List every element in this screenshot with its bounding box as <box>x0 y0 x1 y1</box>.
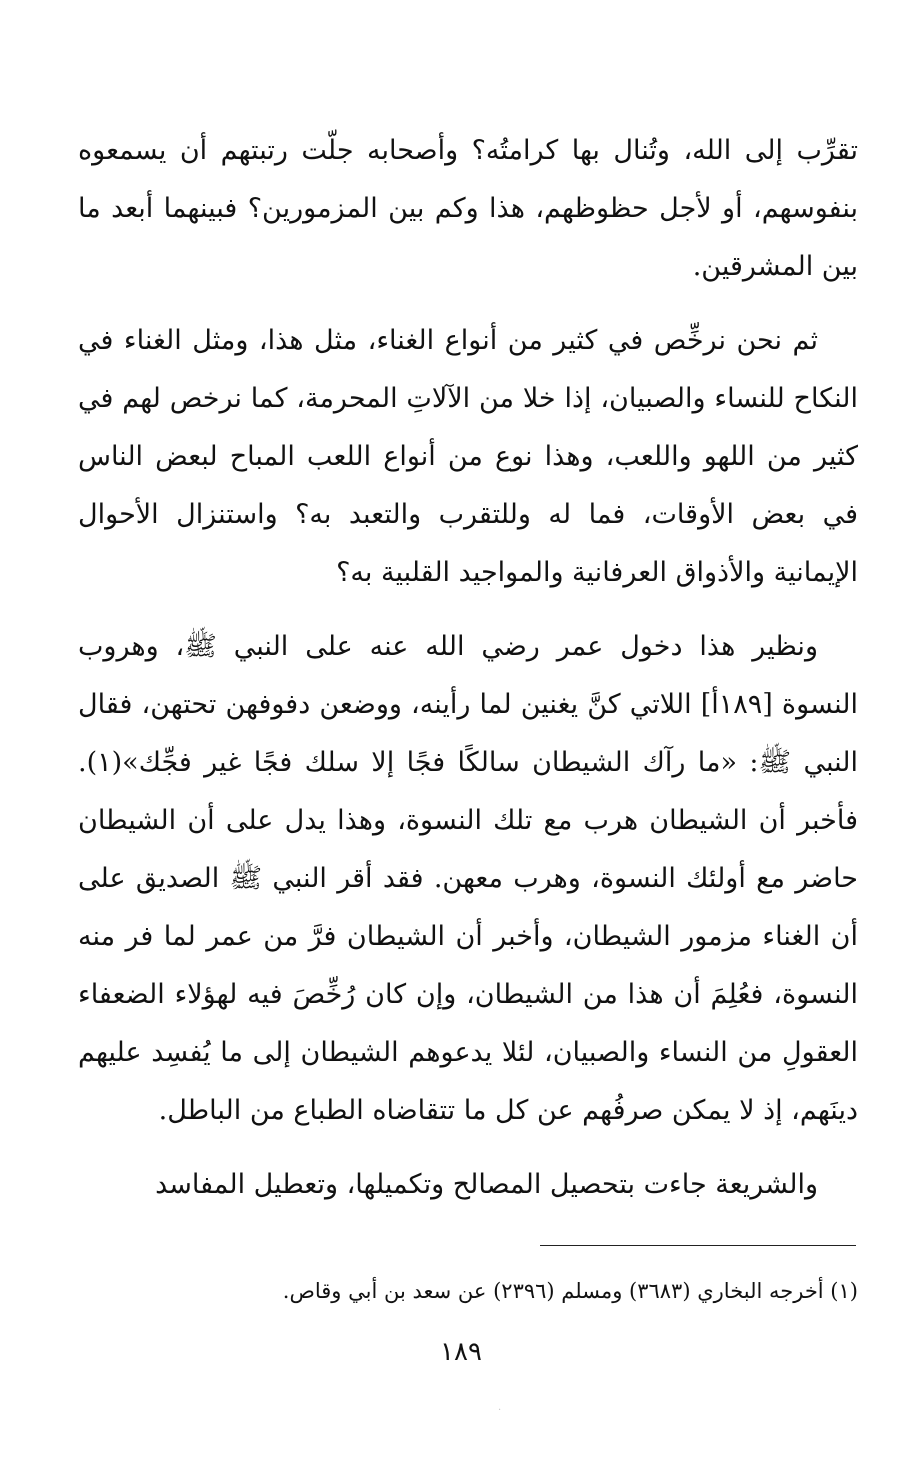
scan-speck: · <box>498 1405 502 1416</box>
paragraph-2: ثم نحن نرخِّص في كثير من أنواع الغناء، مثل هذا، ومثل الغناء في النكاح للنساء والصبيان، إذا خلا من الآلاتِ المحرمة، كما نرخص لهم في كثير من اللهو واللعب، وهذا نوع من أنواع اللعب المباح لبعض الناس في بعض الأوقات، فما له وللتقرب والتعبد به؟ واستنزال الأحوال الإيمانية والأذواق العرفانية والمواجيد القلبية به؟ <box>78 325 858 588</box>
paragraph-3: ونظير هذا دخول عمر رضي الله عنه على النبي ﷺ، وهروب النسوة [١٨٩أ] اللاتي كنَّ يغنين لما رأينه، ووضعن دفوفهن تحتهن، فقال النبي ﷺ: «ما رآك الشيطان سالكًا فجًا إلا سلك فجًا غير فجِّك»(١). فأخبر أن الشيطان هرب مع تلك النسوة، وهذا يدل على أن الشيطان حاضر مع أولئك النسوة، وهرب معهن. فقد أقر النبي ﷺ الصديق على أن الغناء مزمور الشيطان، وأخبر أن الشيطان فرَّ من عمر لما فر منه النسوة، فعُلِمَ أن هذا من الشيطان، وإن كان رُخِّصَ فيه لهؤلاء الضعفاء العقولِ من النساء والصبيان، لئلا يدعوهم الشيطان إلى ما يُفسِد عليهم دينَهم، إذ لا يمكن صرفُهم عن كل ما تتقاضاه الطباع من الباطل. <box>78 631 858 1126</box>
footnote: (١) أخرجه البخاري (٣٦٨٣) ومسلم (٢٣٩٦) عن سعد بن أبي وقاص. <box>282 1279 858 1303</box>
paragraph-4: والشريعة جاءت بتحصيل المصالح وتكميلها، وتعطيل المفاسد <box>155 1169 818 1200</box>
paragraph-1: تقرِّب إلى الله، وتُنال بها كرامتُه؟ وأصحابه جلّت رتبتهم أن يسمعوه بنفوسهم، أو لأجل حظوظهم، هذا وكم بين المزمورين؟ فبينهما أبعد ما بين المشرقين. <box>78 135 858 282</box>
page-number: ١٨٩ <box>440 1337 482 1367</box>
main-text-block <box>78 122 858 1230</box>
footnote-separator <box>540 1245 856 1246</box>
